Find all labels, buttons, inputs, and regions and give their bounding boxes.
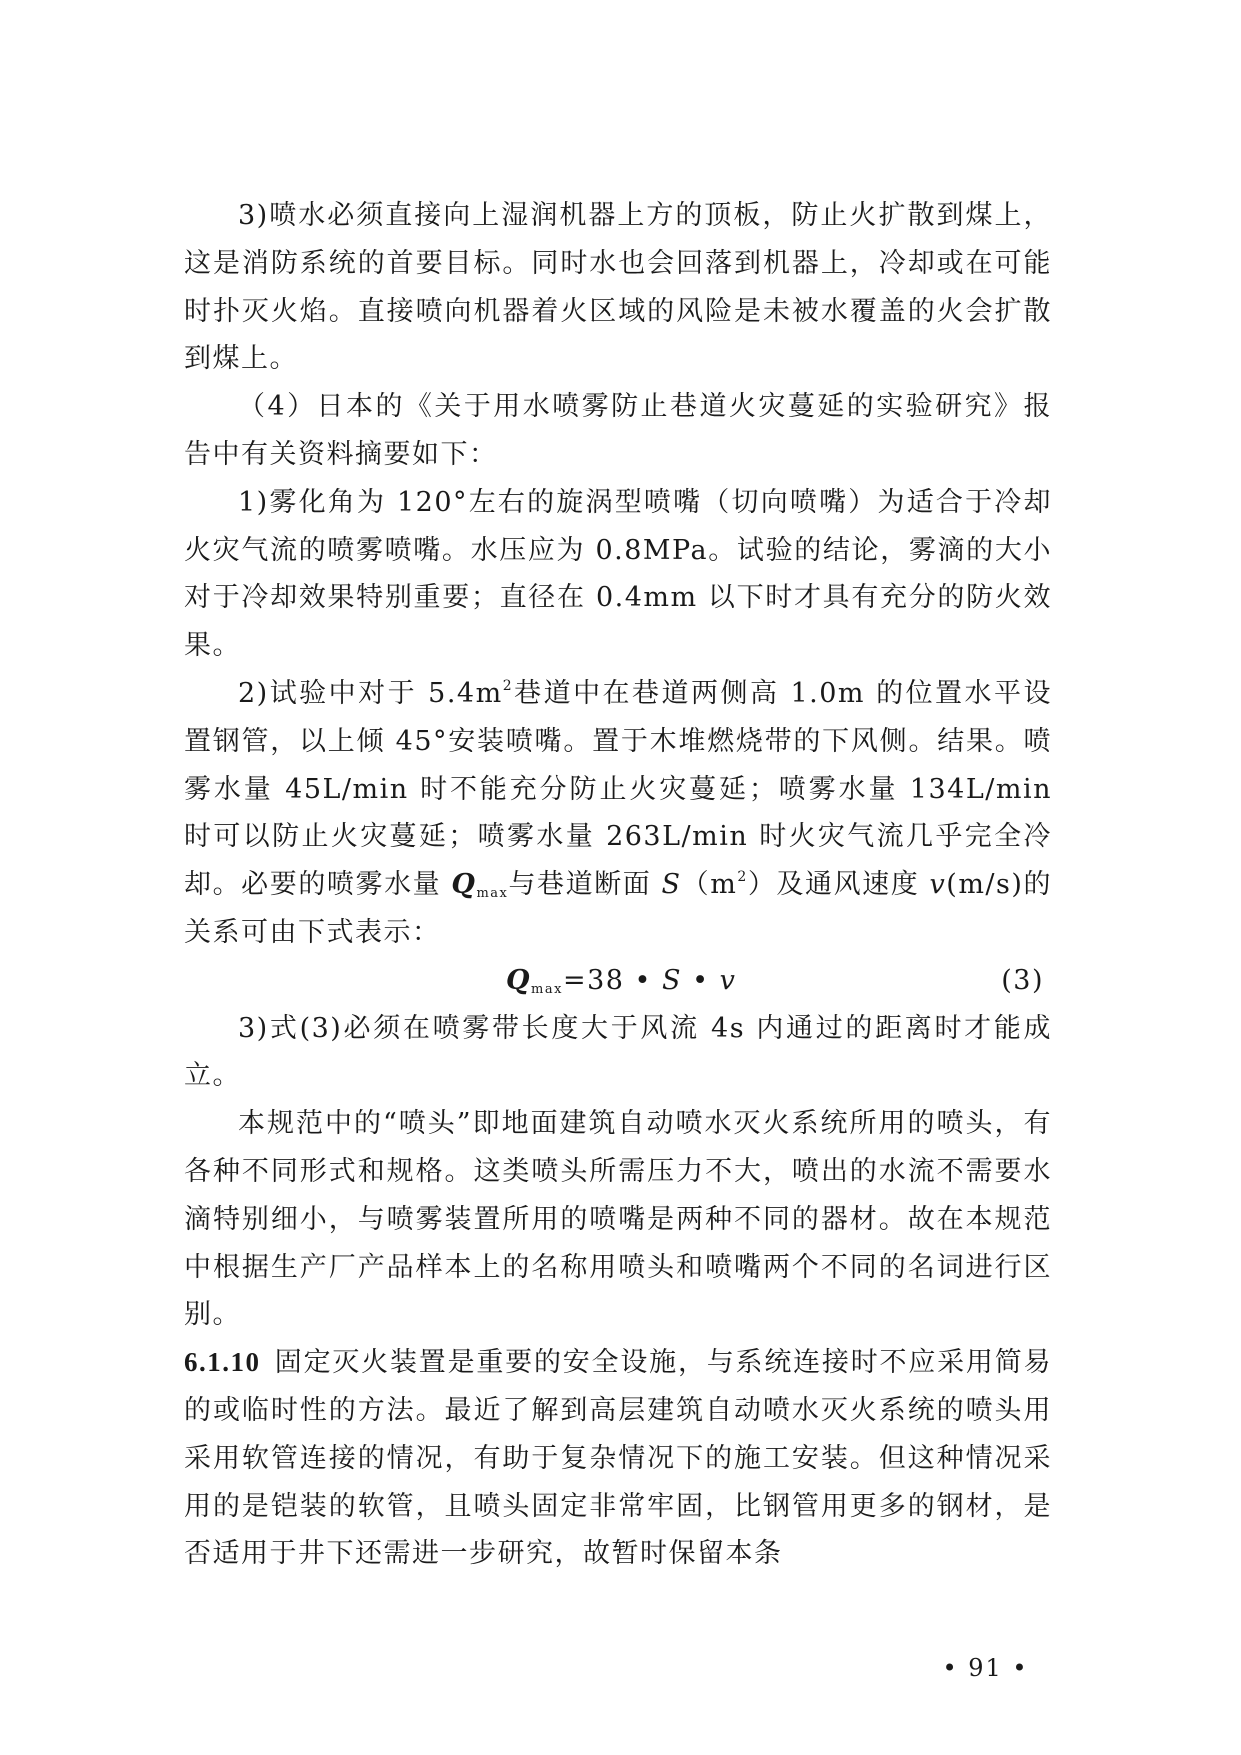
formula-line [184,957,1052,1005]
paragraph-test-results [184,670,1052,957]
variable-q: $Q_{max}$ [451,869,509,902]
paragraph-spray-roof: 3)喷水必须直接向上湿润机器上方的顶板，防止火扩散到煤上，这是消防系统的首要目标。同时水也会回落到机器上，冷却或在可能时扑灭火焰。直接喷向机器着火区域的风险是未被水覆盖的火会扩散到煤上。 [184,200,1052,375]
formula-dot: • [682,964,720,996]
body-text [184,192,1052,1578]
paragraph-japan-report: （4）日本的《关于用水喷雾防止巷道火灾蔓延的实验研究》报告中有关资料摘要如下： [184,391,1052,470]
text-run: ）及通风速度 [747,869,930,901]
variable-q: $Q_{max}$ [506,964,563,997]
formula-constant: =38 • [562,964,663,996]
text-run: 2)试验中对于 5.4m [238,677,503,709]
text-run: (m/s)的关系可由下式表示： [184,869,1052,948]
variable-s: S [662,964,683,996]
variable-s: S [661,869,682,901]
formula-number: (3) [1001,964,1044,996]
clause-6-1-10 [184,1339,1052,1578]
variable-v: v [719,964,737,996]
superscript: 2 [502,677,514,694]
text-run: 巷道中在巷道两侧高 1.0m 的位置水平设置钢管，以上倾 45°安装喷嘴。置于木堆燃烧带的下风侧。结果。喷雾水量 45L/min 时不能充分防止火灾蔓延；喷雾水量 134L/min 时可以防止火灾蔓延；喷雾水量 263L/min 时火灾气流几乎完全冷却。必要的喷雾水量 [184,677,1052,901]
superscript: 2 [737,869,748,886]
page-number: • 91 • [942,1654,1029,1682]
variable-v: v [929,869,947,901]
text-run: 与巷道断面 [508,869,662,901]
formula-expression [506,957,736,1005]
text-run: （m [681,869,738,901]
paragraph-atomization-angle: 1)雾化角为 120°左右的旋涡型喷嘴（切向喷嘴）为适合于冷却火灾气流的喷雾喷嘴。水压应为 0.8MPa。试验的结论，雾滴的大小对于冷却效果特别重要；直径在 0.4mm 以下时才具有充分的防火效果。 [184,486,1052,662]
clause-number: 6.1.10 [184,1347,261,1378]
subscript: max [476,886,509,902]
subscript: max [531,981,563,997]
paragraph-formula-condition: 3)式(3)必须在喷雾带长度大于风流 4s 内通过的距离时才能成立。 [184,1012,1052,1092]
paragraph-nozzle-definition: 本规范中的“喷头”即地面建筑自动喷水灭火系统所用的喷头，有各种不同形式和规格。这类喷头所需压力不大，喷出的水流不需要水滴特别细小，与喷雾装置所用的喷嘴是两种不同的器材。故在本规范中根据生产厂产品样本上的名称用喷头和喷嘴两个不同的名词进行区别。 [184,1108,1052,1331]
clause-text: 固定灭火装置是重要的安全设施，与系统连接时不应采用简易的或临时性的方法。最近了解到高层建筑自动喷水灭火系统的喷头用采用软管连接的情况，有助于复杂情况下的施工安装。但这种情况采用的是铠装的软管，且喷头固定非常牢固，比钢管用更多的钢材，是否适用于井下还需进一步研究，故暂时保留本条 [184,1347,1052,1570]
